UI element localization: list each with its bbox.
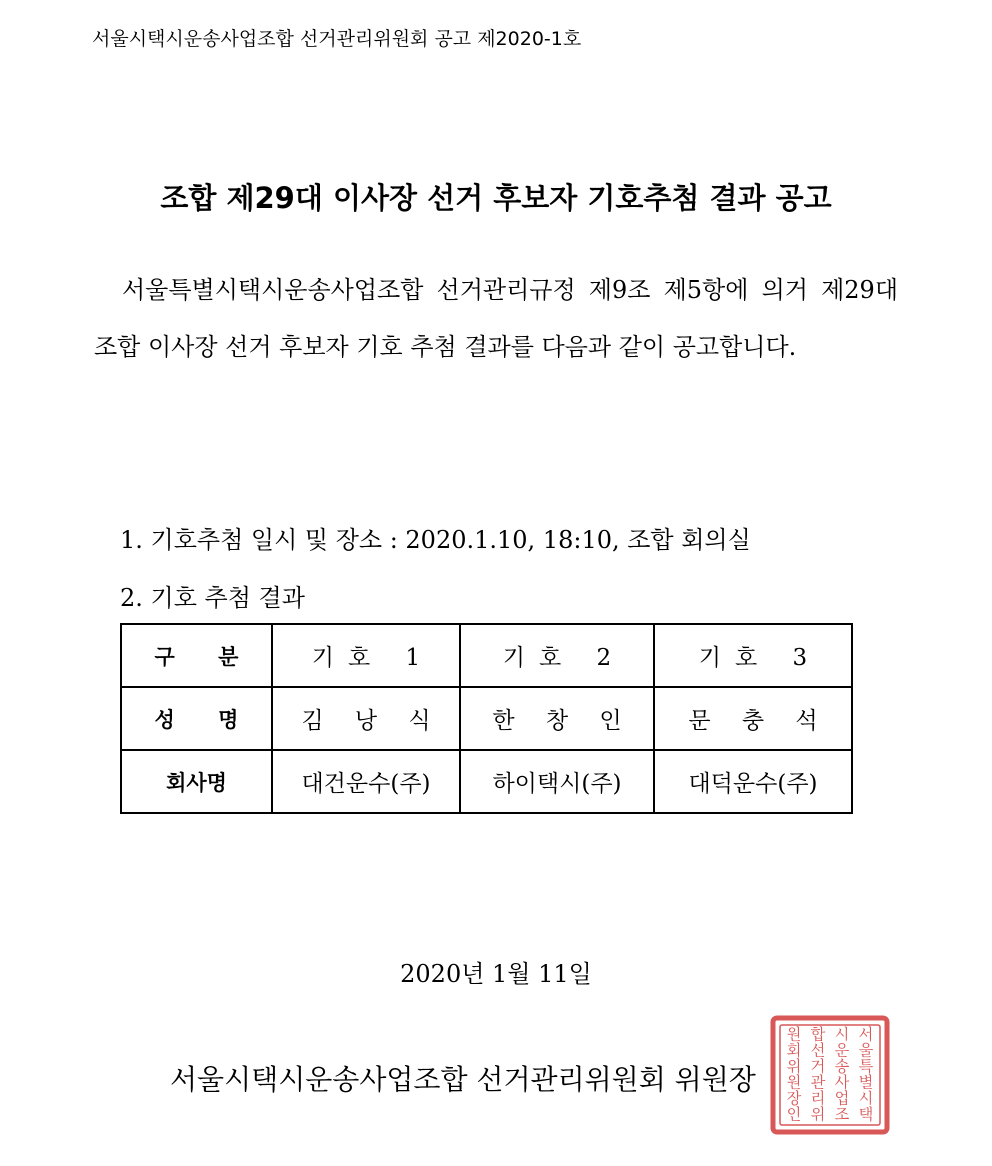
document-title: 조합 제29대 이사장 선거 후보자 기호추첨 결과 공고 bbox=[160, 181, 832, 215]
cell-text: 대건운수(주) bbox=[301, 771, 431, 797]
item-result-heading: 2. 기호 추첨 결과 bbox=[120, 584, 305, 612]
seal-glyph: 리 bbox=[810, 1089, 826, 1108]
cell-text: 한 창 인 bbox=[492, 708, 634, 734]
cell-text: 문 충 석 bbox=[688, 708, 830, 734]
table-cell bbox=[460, 687, 654, 750]
seal-glyph: 합 bbox=[810, 1025, 826, 1044]
table-cell bbox=[460, 750, 654, 813]
seal-glyph: 택 bbox=[858, 1105, 874, 1124]
table-row bbox=[121, 750, 852, 813]
table-row bbox=[121, 624, 852, 687]
table-cell bbox=[654, 624, 852, 687]
seal-glyph: 관 bbox=[810, 1073, 826, 1092]
official-seal-icon bbox=[770, 1015, 890, 1135]
cell-text: 기호 2 bbox=[502, 645, 626, 671]
seal-glyph: 장 bbox=[786, 1089, 802, 1108]
table-row bbox=[121, 687, 852, 750]
draw-result-table bbox=[120, 623, 853, 814]
seal-glyph: 사 bbox=[834, 1073, 850, 1092]
cell-text: 대덕운수(주) bbox=[688, 771, 818, 797]
cell-text: 기호 3 bbox=[698, 645, 822, 671]
seal-glyph: 시 bbox=[858, 1089, 874, 1108]
cell-text: 김 낭 식 bbox=[301, 708, 443, 734]
seal-glyph: 운 bbox=[834, 1041, 850, 1060]
cell-text: 기호 1 bbox=[311, 645, 435, 671]
seal-glyph: 특 bbox=[858, 1057, 874, 1076]
seal-glyph: 위 bbox=[786, 1057, 802, 1076]
item-schedule: 1. 기호추첨 일시 및 장소 : 2020.1.10, 18:10, 조합 회의실 bbox=[120, 526, 751, 554]
seal-glyph: 거 bbox=[810, 1057, 826, 1076]
seal-glyph: 업 bbox=[834, 1089, 850, 1108]
seal-glyph: 위 bbox=[810, 1105, 826, 1124]
row-header-company bbox=[121, 750, 272, 813]
body-paragraph-text: 서울특별시택시운송사업조합 선거관리규정 제9조 제5항에 의거 제29대 조합 이사장 선거 후보자 기호 추첨 결과를 다음과 같이 공고합니다. bbox=[94, 276, 898, 361]
seal-glyph: 선 bbox=[810, 1041, 826, 1060]
cell-text: 구 분 bbox=[154, 644, 257, 669]
seal-glyph: 송 bbox=[834, 1057, 850, 1076]
table-cell bbox=[272, 750, 460, 813]
cell-text: 하이택시(주) bbox=[492, 771, 622, 797]
body-paragraph bbox=[94, 262, 898, 376]
seal-glyph: 별 bbox=[858, 1073, 874, 1092]
seal-glyph: 울 bbox=[858, 1041, 874, 1060]
table-cell bbox=[460, 624, 654, 687]
signature-line: 서울시택시운송사업조합 선거관리위원회 위원장 bbox=[170, 1063, 756, 1096]
row-header-name bbox=[121, 687, 272, 750]
row-header-division bbox=[121, 624, 272, 687]
document-date: 2020년 1월 11일 bbox=[400, 960, 592, 988]
seal-glyph: 원 bbox=[786, 1025, 802, 1044]
seal-glyph: 회 bbox=[786, 1041, 802, 1060]
table-cell bbox=[272, 624, 460, 687]
table-cell bbox=[654, 750, 852, 813]
seal-glyph: 서 bbox=[858, 1025, 874, 1044]
seal-glyph: 조 bbox=[834, 1105, 850, 1124]
table-cell bbox=[654, 687, 852, 750]
seal-glyph: 인 bbox=[786, 1105, 802, 1124]
cell-text: 회사명 bbox=[166, 770, 227, 795]
notice-number: 서울시택시운송사업조합 선거관리위원회 공고 제2020-1호 bbox=[92, 28, 582, 50]
cell-text: 성 명 bbox=[154, 707, 257, 732]
seal-glyphs bbox=[787, 1026, 874, 1124]
table-cell bbox=[272, 687, 460, 750]
seal-glyph: 시 bbox=[834, 1025, 850, 1044]
seal-glyph: 원 bbox=[786, 1073, 802, 1092]
